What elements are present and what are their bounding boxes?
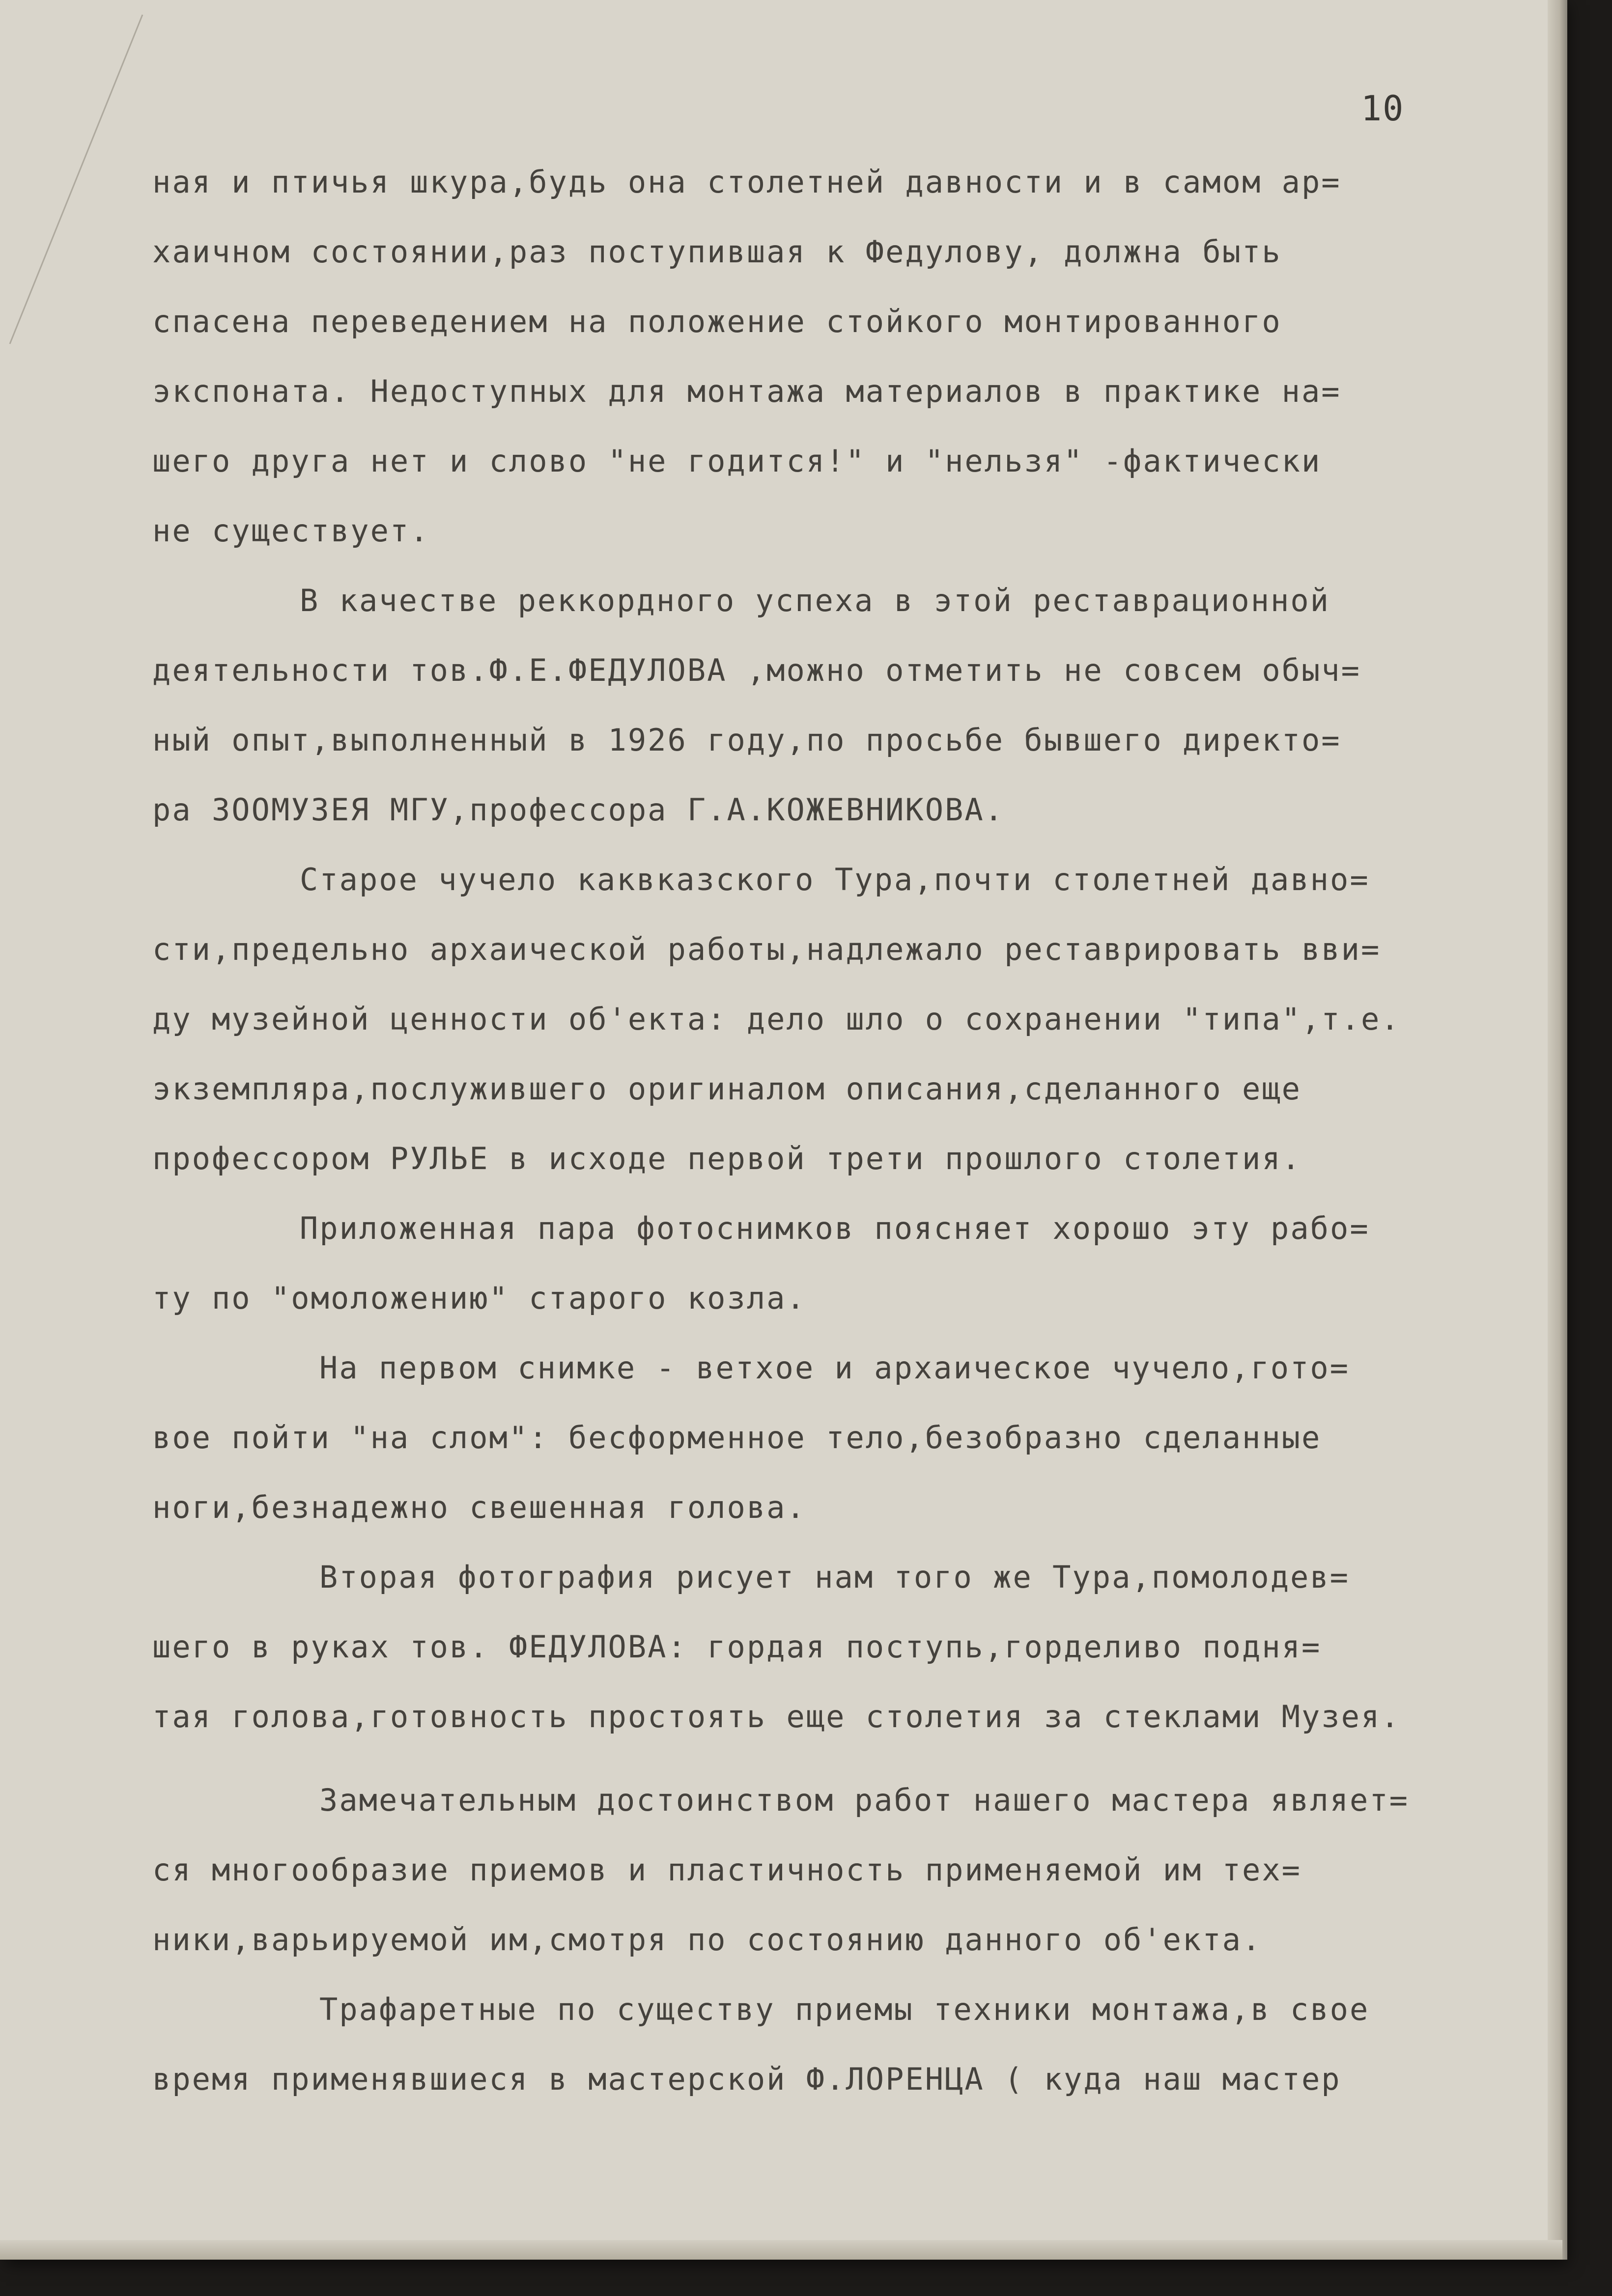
paper-crease-mark — [0, 0, 177, 354]
page-number: 10 — [1361, 88, 1405, 129]
text-line: ся многообразие приемов и пластичность применяемой им тех= — [152, 1852, 1301, 1888]
text-line: сти,предельно архаической работы,надлежало реставрировать вви= — [152, 931, 1381, 967]
text-line: спасена переведением на положение стойкого монтированного — [152, 304, 1282, 339]
text-line: ный опыт,выполненный в 1926 году,по просьбе бывшего директо= — [152, 722, 1341, 758]
body-text — [152, 147, 1528, 2114]
paper-right-edge — [1548, 0, 1567, 2260]
text-line: профессором РУЛЬЕ в исходе первой трети прошлого столетия. — [152, 1141, 1301, 1176]
text-line: шего друга нет и слово "не годится!" и "нельзя" -фактически — [152, 443, 1322, 479]
text-line: Старое чучело каквказского Тура,почти столетней давно= — [300, 862, 1370, 897]
text-line: На первом снимке - ветхое и архаическое чучело,гото= — [319, 1350, 1350, 1386]
text-line: Замечательным достоинством работ нашего мастера являет= — [319, 1782, 1409, 1818]
text-line: ду музейной ценности об'екта: дело шло о сохранении "типа",т.е. — [152, 1001, 1401, 1037]
text-line: шего в руках тов. ФЕДУЛОВА: гордая поступь,горделиво подня= — [152, 1629, 1322, 1665]
text-line: ра ЗООМУЗЕЯ МГУ,профессора Г.А.КОЖЕВНИКОВА. — [152, 792, 1005, 828]
text-line: Вторая фотография рисует нам того же Тура,помолодев= — [319, 1559, 1350, 1595]
text-line: ники,варьируемой им,смотря по состоянию данного об'екта. — [152, 1922, 1262, 1958]
text-line: хаичном состоянии,раз поступившая к Федулову, должна быть — [152, 234, 1282, 270]
text-line: не существует. — [152, 513, 430, 549]
text-line: тая голова,готовность простоять еще столетия за стеклами Музея. — [152, 1699, 1401, 1735]
text-line: В качестве реккордного успеха в этой реставрационной — [300, 583, 1330, 618]
text-line: вое пойти "на слом": бесформенное тело,безобразно сделанные — [152, 1420, 1322, 1456]
text-line: Приложенная пара фотоснимков поясняет хорошо эту рабо= — [300, 1210, 1370, 1246]
text-line: Трафаретные по существу приемы техники монтажа,в свое — [319, 1991, 1370, 2027]
text-line: ту по "омоложению" старого козла. — [152, 1280, 806, 1316]
text-line: экспоната. Недоступных для монтажа материалов в практике на= — [152, 373, 1341, 409]
text-line: деятельности тов.Ф.Е.ФЕДУЛОВА ,можно отметить не совсем обыч= — [152, 652, 1361, 688]
text-line: экземпляра,послужившего оригиналом описания,сделанного еще — [152, 1071, 1301, 1107]
text-line: время применявшиеся в мастерской Ф.ЛОРЕНЦА ( куда наш мастер — [152, 2061, 1341, 2097]
text-line: ноги,безнадежно свешенная голова. — [152, 1489, 806, 1525]
paper-bottom-edge — [0, 2240, 1562, 2260]
text-line: ная и птичья шкура,будь она столетней давности и в самом ар= — [152, 164, 1341, 200]
